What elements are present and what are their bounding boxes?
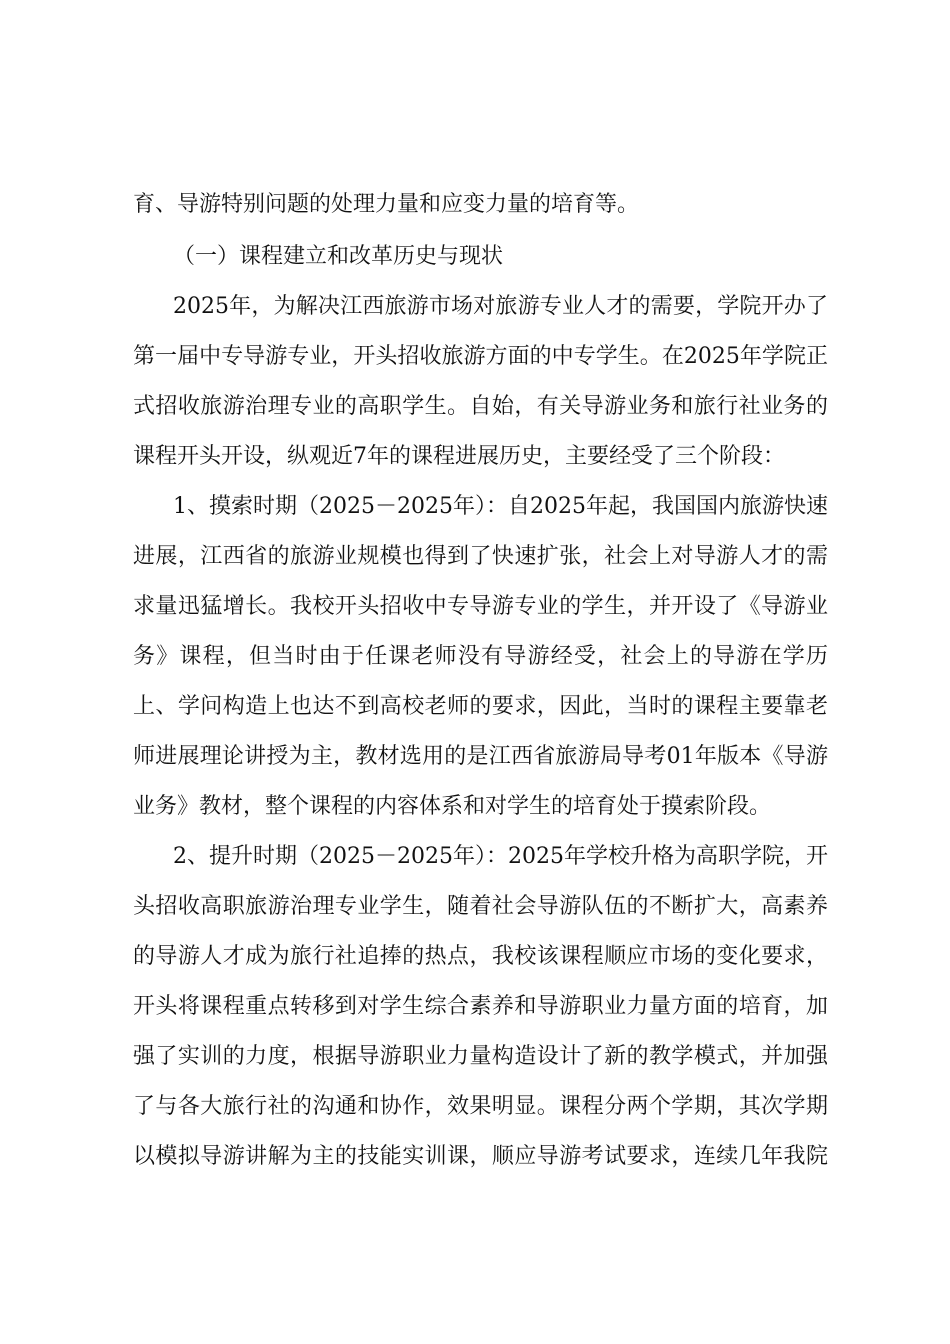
paragraph-line: 头招收高职旅游治理专业学生，随着社会导游队伍的不断扩大，高素养 xyxy=(133,894,828,919)
paragraph-line: 强了实训的力度，根据导游职业力量构造设计了新的教学模式，并加强 xyxy=(133,1044,828,1069)
paragraph-line: 课程开头开设，纵观近7年的课程进展历史，主要经受了三个阶段： xyxy=(133,444,785,469)
paragraph-line: 师进展理论讲授为主，教材选用的是江西省旅游局导考01年版本《导游 xyxy=(133,744,828,769)
paragraph-line: 2、提升时期（2025－2025年）：2025年学校升格为高职学院，开 xyxy=(173,844,828,869)
paragraph-line: 以模拟导游讲解为主的技能实训课，顺应导游考试要求，连续几年我院 xyxy=(133,1144,828,1169)
paragraph-line: 开头将课程重点转移到对学生综合素养和导游职业力量方面的培育，加 xyxy=(133,994,828,1019)
paragraph-line: 第一届中专导游专业，开头招收旅游方面的中专学生。在2025年学院正 xyxy=(133,344,828,369)
paragraph-line: 求量迅猛增长。我校开头招收中专导游专业的学生，并开设了《导游业 xyxy=(133,594,828,619)
paragraph-line: 进展，江西省的旅游业规模也得到了快速扩张，社会上对导游人才的需 xyxy=(133,544,828,569)
section-heading: （一）课程建立和改革历史与现状 xyxy=(173,244,504,269)
paragraph-line: 育、导游特别问题的处理力量和应变力量的培育等。 xyxy=(133,192,640,217)
paragraph-line: 了与各大旅行社的沟通和协作，效果明显。课程分两个学期，其次学期 xyxy=(133,1094,828,1119)
paragraph-line: 1、摸索时期（2025－2025年）：自2025年起，我国国内旅游快速 xyxy=(173,494,828,519)
paragraph-line: 上、学问构造上也达不到高校老师的要求，因此，当时的课程主要靠老 xyxy=(133,694,828,719)
paragraph-line: 业务》教材，整个课程的内容体系和对学生的培育处于摸索阶段。 xyxy=(133,794,772,819)
paragraph-line: 2025年，为解决江西旅游市场对旅游专业人才的需要，学院开办了 xyxy=(173,294,828,319)
paragraph-line: 的导游人才成为旅行社追捧的热点，我校该课程顺应市场的变化要求， xyxy=(133,944,828,969)
paragraph-line: 务》课程，但当时由于任课老师没有导游经受，社会上的导游在学历 xyxy=(133,644,828,669)
paragraph-line: 式招收旅游治理专业的高职学生。自始，有关导游业务和旅行社业务的 xyxy=(133,394,828,419)
